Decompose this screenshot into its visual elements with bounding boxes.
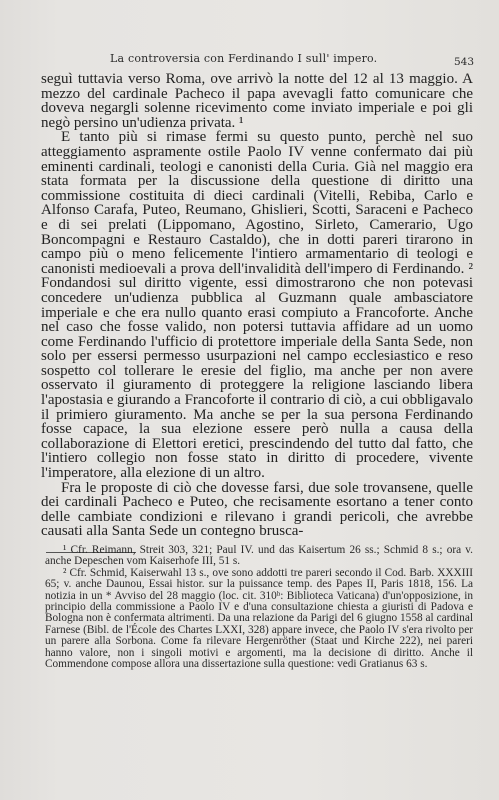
paragraph: Fra le proposte di ciò che dovesse farsi, due sole trovansene, quelle dei cardinali Pacheco e Puteo, che recisamente esortano a tener conto delle cambiate condizioni e rilevano i grandi pericoli, che avrebbe causati alla Santa Sede un contegno brusca- [41, 479, 473, 540]
footnotes [45, 545, 473, 670]
body-text [41, 72, 473, 539]
running-header: La controversia con Ferdinando I sull' impero. [110, 52, 378, 65]
footnote: ¹ Cfr. Reimann, Streit 303, 321; Paul IV. und das Kaisertum 26 ss.; Schmid 8 s.; ora v. anche Depeschen vom Kaiserhofe III, 51 s. [45, 544, 473, 568]
footnote: ² Cfr. Schmid, Kaiserwahl 13 s., ove sono addotti tre pareri secondo il Cod. Barb. XXXIII 65; v. anche Daunou, Essai histor. sur la puissance temp. des Papes II, Paris 1818, 156. La notizia in un * Avviso del 28 maggio (loc. cit. 310ᵇ: Biblioteca Vaticana) d'un'opposizione, in principio della commissione a Paolo IV e d'una consultazione chiesta a giuristi di Padova e Bologna non è confermata altrimenti. Da una relazione da Parigi del 6 giugno 1558 al cardinal Farnese (Bibl. de l'École des Chartes LXXI, 328) appare invece, che Paolo IV s'era rivolto per un parere alla Sorbona. Come fa rilevare Hergenröther (Staat und Kirche 222), nei pareri hanno valore, non i singoli motivi e argomenti, ma la decisione di diritto. Anche il Commendone compose allora una dissertazione sulla questione: vedi Gratianus 63 s. [45, 566, 473, 671]
paragraph: seguì tuttavia verso Roma, ove arrivò la notte del 12 al 13 maggio. A mezzo del cardinale Pacheco il papa avevagli fatto comunicare che doveva negargli solenne ricevimento come inviato imperiale e poi gli negò persino un'udienza privata. ¹ [41, 71, 473, 131]
page-number: 543 [453, 56, 474, 68]
paragraph: E tanto più si rimase fermi su questo punto, perchè nel suo atteggiamento aspramente ostile Paolo IV venne confermato dai più eminenti cardinali, teologi e canonisti della Curia. Già nel maggio era stata formata per la discussione della questione di diritto una commissione costituita di dieci cardinali (Vitelli, Rebiba, Carlo e Alfonso Carafa, Puteo, Reumano, Ghislieri, Scotti, Saraceni e Pacheco e di sei prelati (Lippomano, Agostino, Sirleto, Camerario, Ugo Boncompagni e Restauro Castaldo), che in dotti pareri tirarono in campo più o meno felicemente l'intiero armamentario di teologi e canonisti medioevali a prova dell'invalidità dell'impero di Ferdinando. ² Fondandosi sul diritto vigente, essi dimostrarono che non potevasi concedere un'udienza pubblica al Guzmann quale ambasciatore imperiale e che era nullo quanto erasi compiuto a Francoforte. Anche nel caso che fosse valido, non potersi tuttavia affidare ad un uomo come Ferdinando l'ufficio di protettore imperiale della Santa Sede, non solo per essersi permesso usurpazioni nel campo ecclesiastico e reso sospetto col tollerare le eresie del figlio, ma anche per non avere osservato il giuramento di proteggere la religione lasciando libera l'apostasia e giurando a Francoforte il contrario di ciò, a cui obbligavalo il primiero giuramento. Ma anche se per la sua persona Ferdinando fosse capace, la sua elezione essere però nulla a causa della collaborazione di Elettori eretici, prescindendo del tutto dal fatto, che l'intiero collegio non fosse stato in diritto di procedere, vivente l'imperatore, alla elezione di un altro. [41, 129, 473, 482]
